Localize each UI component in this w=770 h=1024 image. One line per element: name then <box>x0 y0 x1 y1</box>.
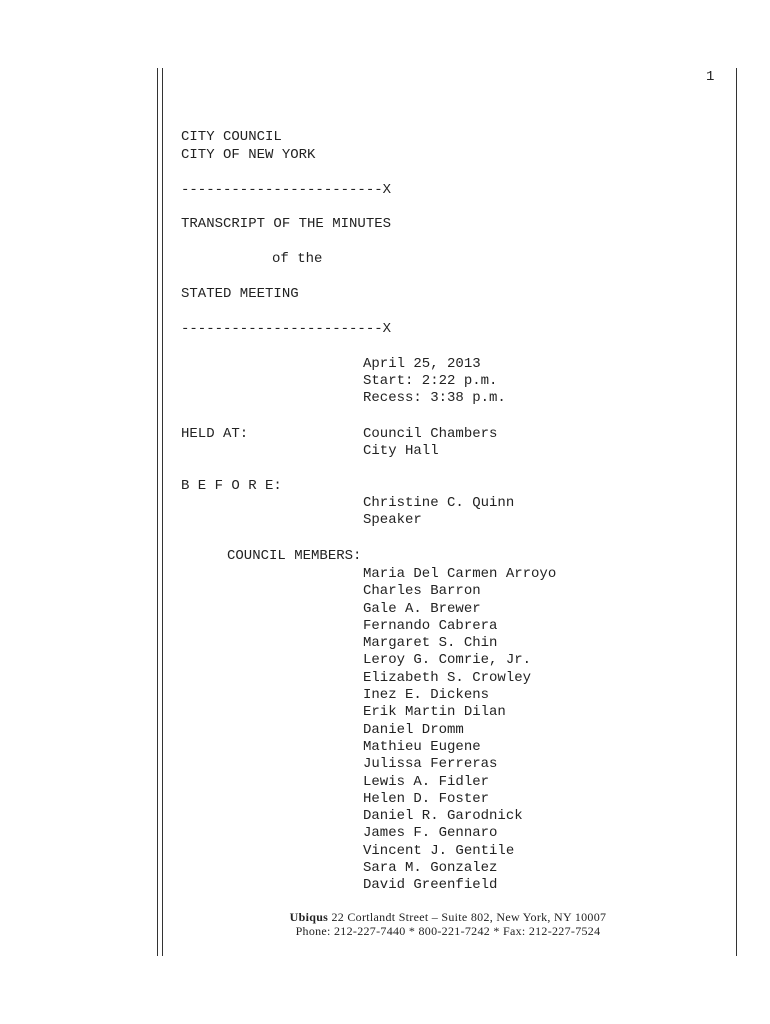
footer-line-1 <box>160 910 736 924</box>
before-label: B E F O R E: <box>181 478 282 494</box>
page-footer <box>160 910 736 938</box>
footer-address: 22 Cortlandt Street – Suite 802, New York, NY 10007 <box>331 910 607 924</box>
meeting-date: April 25, 2013 <box>363 356 481 372</box>
list-item: James F. Gennaro <box>363 825 498 842</box>
list-item: Inez E. Dickens <box>363 687 490 704</box>
list-item: Julissa Ferreras <box>363 756 498 773</box>
before-role: Speaker <box>363 512 422 528</box>
left-margin-rule-outer <box>157 68 158 956</box>
list-item: David Greenfield <box>363 877 498 894</box>
held-at-line-2: City Hall <box>363 443 439 459</box>
list-item: Elizabeth S. Crowley <box>363 669 532 686</box>
list-item: Daniel Dromm <box>363 721 464 738</box>
right-margin-rule <box>736 68 737 956</box>
left-margin-rule-inner <box>162 68 163 956</box>
list-item: Margaret S. Chin <box>363 635 498 652</box>
title-line-3: STATED MEETING <box>181 286 299 302</box>
council-members-label: COUNCIL MEMBERS: <box>227 548 362 564</box>
meeting-recess: Recess: 3:38 p.m. <box>363 390 506 406</box>
footer-brand: Ubiqus <box>289 910 329 924</box>
council-members-list <box>363 566 556 895</box>
page-number: 1 <box>706 69 715 85</box>
list-item: Erik Martin Dilan <box>363 704 506 721</box>
list-item: Sara M. Gonzalez <box>363 860 498 877</box>
header-line-2: CITY OF NEW YORK <box>181 147 316 163</box>
list-item: Maria Del Carmen Arroyo <box>363 566 557 582</box>
title-line-1: TRANSCRIPT OF THE MINUTES <box>181 216 392 232</box>
header-line-1: CITY COUNCIL <box>181 129 282 145</box>
list-item: Mathieu Eugene <box>363 738 481 755</box>
list-item: Gale A. Brewer <box>363 600 481 617</box>
before-name: Christine C. Quinn <box>363 495 515 511</box>
list-item: Charles Barron <box>363 583 481 600</box>
title-line-2: of the <box>272 251 323 267</box>
meeting-start: Start: 2:22 p.m. <box>363 373 498 389</box>
list-item: Leroy G. Comrie, Jr. <box>363 652 532 669</box>
list-item: Lewis A. Fidler <box>363 773 490 790</box>
footer-contact: Phone: 212-227-7440 * 800-221-7242 * Fax: 212-227-7524 <box>295 924 601 938</box>
held-at-line-1: Council Chambers <box>363 426 498 442</box>
list-item: Vincent J. Gentile <box>363 842 515 859</box>
separator-bottom: ------------------------X <box>181 321 392 337</box>
separator-top: ------------------------X <box>181 182 392 198</box>
held-at-label: HELD AT: <box>181 426 249 442</box>
list-item: Daniel R. Garodnick <box>363 808 523 825</box>
list-item: Helen D. Foster <box>363 790 490 807</box>
list-item: Fernando Cabrera <box>363 617 498 634</box>
